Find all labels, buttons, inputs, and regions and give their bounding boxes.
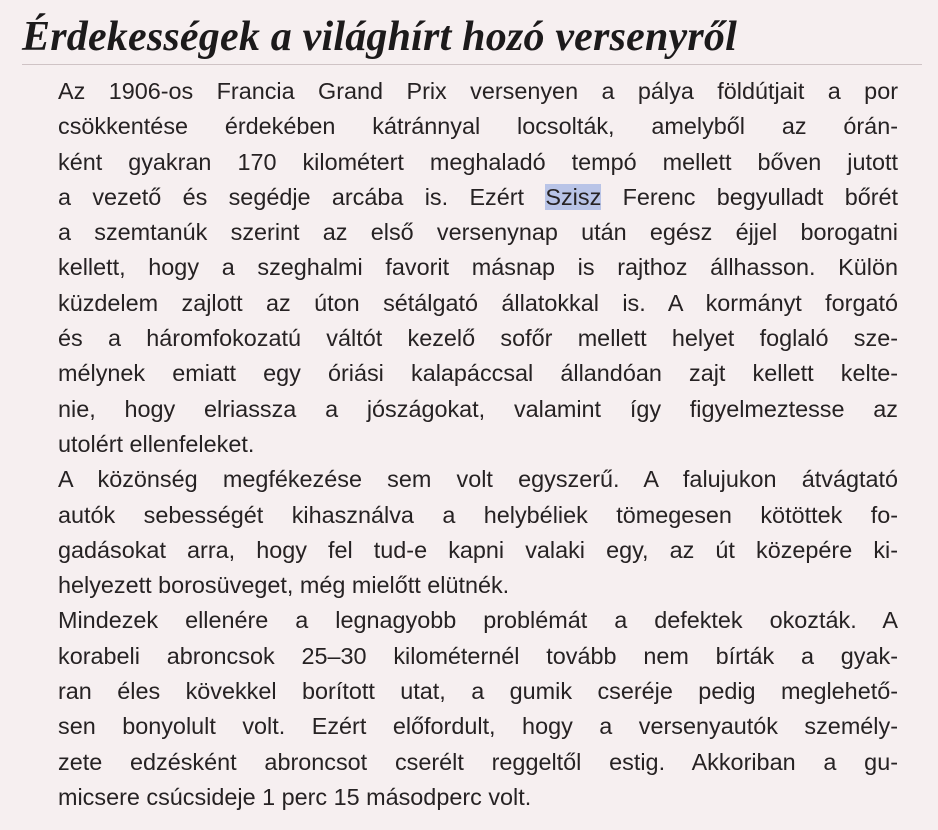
paragraph-3 — [58, 603, 898, 815]
text-line: kellett, hogy a szeghalmi favorit másnap is rajthoz állhasson. Külön — [58, 254, 898, 281]
text-line: autók sebességét kihasználva a helybéliek tömegesen kötöttek fo- — [58, 501, 898, 528]
text-line: gadásokat arra, hogy fel tud-e kapni valaki egy, az út közepére ki- — [58, 536, 898, 563]
text-segment: a vezető és segédje arcába is. Ezért — [58, 183, 546, 210]
text-line — [58, 180, 898, 215]
text-line: nie, hogy elriassza a jószágokat, valamint így figyelmeztesse az — [58, 395, 898, 422]
article-title: Érdekességek a világhírt hozó versenyről — [22, 14, 737, 60]
paragraph-2 — [58, 462, 898, 603]
text-line: helyezett borosüveget, még mielőtt elütnék. — [58, 572, 510, 599]
text-line: Mindezek ellenére a legnagyobb problémát a defektek okozták. A — [58, 607, 898, 634]
text-line: zete edzésként abroncsot cserélt reggeltől estig. Akkoriban a gu- — [58, 748, 898, 775]
paragraph-1 — [58, 74, 898, 462]
text-line: mélynek emiatt egy óriási kalapáccsal állandóan zajt kellett kelte- — [58, 360, 898, 387]
text-line: sen bonyolult volt. Ezért előfordult, hogy a versenyautók személy- — [58, 713, 898, 740]
text-line: A közönség megfékezése sem volt egyszerű. A falujukon átvágtató — [58, 466, 898, 493]
text-line: és a háromfokozatú váltót kezelő sofőr mellett helyet foglaló sze- — [58, 325, 898, 352]
article-body — [58, 74, 898, 815]
text-line: micsere csúcsideje 1 perc 15 másodperc volt. — [58, 783, 532, 810]
text-line: ként gyakran 170 kilométert meghaladó tempó mellett bőven jutott — [58, 148, 898, 175]
text-line: ran éles kövekkel borított utat, a gumik cseréje pedig meglehető- — [58, 678, 898, 705]
text-line: korabeli abroncsok 25–30 kilométernél tovább nem bírták a gyak- — [58, 642, 898, 669]
text-line: csökkentése érdekében kátránnyal locsolták, amelyből az órán- — [58, 113, 898, 140]
text-line: utolért ellenfeleket. — [58, 430, 255, 457]
title-divider — [22, 64, 922, 65]
highlighted-word[interactable]: Szisz — [545, 183, 602, 210]
text-line: küzdelem zajlott az úton sétálgató állatokkal is. A kormányt forgató — [58, 289, 898, 316]
text-line: Az 1906-os Francia Grand Prix versenyen a pálya földútjait a por — [58, 78, 898, 104]
text-segment: Ferenc begyulladt bőrét — [601, 183, 899, 210]
text-line: a szemtanúk szerint az első versenynap után egész éjjel borogatni — [58, 219, 898, 246]
